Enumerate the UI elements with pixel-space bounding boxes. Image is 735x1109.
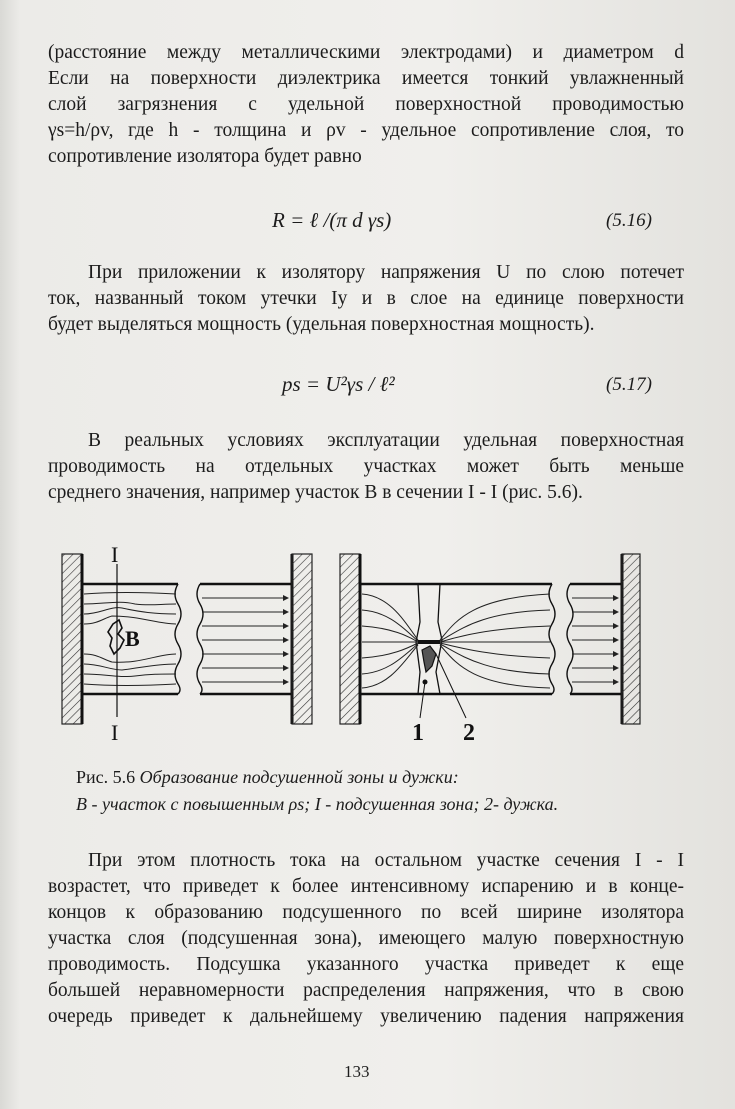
section-label-top: I [111, 542, 119, 567]
text-line: большей неравномерности распределения напряжения, что в свою [48, 980, 684, 1001]
text-line: проводимость. Подсушка указанного участка приведет к еще [48, 954, 684, 975]
figure-caption [76, 764, 676, 818]
left-electrode-hatch [340, 554, 360, 724]
caption-prefix: Рис. 5.6 [76, 767, 136, 787]
text-line: При приложении к изолятору напряжения U по слою потечет [88, 262, 684, 283]
zone-b-label: B [125, 626, 140, 651]
page-number: 133 [344, 1062, 370, 1081]
text-line: сопротивление изолятора будет равно [48, 146, 362, 167]
text-line: При этом плотность тока на остальном участке сечения I - I [88, 850, 684, 871]
text-line: В реальных условиях эксплуатации удельная поверхностная [88, 430, 684, 451]
text-line: Если на поверхности диэлектрика имеется тонкий увлажненный [48, 68, 684, 89]
paragraph-3 [48, 428, 684, 506]
right-panel-diagram [340, 554, 640, 742]
right-electrode-hatch [292, 554, 312, 724]
text-line: ток, названный током утечки Iy и в слое на единице поверхности [48, 288, 684, 309]
section-label-bottom: I [111, 720, 119, 742]
left-electrode-hatch [62, 554, 82, 724]
text-line: концов к образованию подсушенного по всей ширине изолятора [48, 902, 684, 923]
field-arrows-right [572, 598, 618, 682]
caption-line-1 [76, 764, 676, 791]
text-line: (расстояние между металлическими электродами) и диаметром d [48, 42, 684, 63]
label-1: 1 [412, 720, 424, 742]
formula-5-16: R = ℓ /(π d γs) [272, 208, 392, 232]
zone-b-outline [108, 620, 124, 654]
caption-title: Образование подсушенной зоны и дужки: [139, 767, 459, 787]
text-line: возрастет, что приведет к более интенсивному испарению и в конце- [48, 876, 684, 897]
label-2: 2 [463, 720, 475, 742]
field-lines-right [362, 594, 550, 688]
right-electrode-hatch [622, 554, 640, 724]
text-line: очередь приведет к дальнейшему увеличению падения напряжения [48, 1006, 684, 1027]
text-line: слой загрязнения с удельной поверхностной проводимостью [48, 94, 684, 115]
text-line: будет выделяться мощность (удельная поверхностная мощность). [48, 314, 595, 335]
text-line: среднего значения, например участок В в сечении I - I (рис. 5.6). [48, 482, 583, 503]
text-line: проводимость на отдельных участках может быть меньше [48, 456, 684, 477]
text-line: участка слоя (подсушенная зона), имеющего малую поверхностную [48, 928, 684, 949]
text-line: γs=h/ρv, где h - толщина и ρv - удельное сопротивление слоя, то [48, 120, 684, 141]
paragraph-1 [48, 40, 684, 170]
paragraph-4 [48, 848, 684, 1030]
caption-line-2 [76, 791, 676, 818]
figure-5-6 [0, 542, 735, 742]
equation-number: (5.17) [606, 374, 652, 395]
paragraph-2 [48, 260, 684, 338]
caption-legend: В - участок с повышенным ρs; I - подсушенная зона; 2- дужка. [76, 794, 559, 814]
dried-zone [416, 584, 442, 694]
left-panel-diagram [62, 542, 312, 742]
equation-number: (5.16) [606, 210, 652, 231]
formula-5-17: ps = U²γs / ℓ² [282, 372, 395, 396]
field-arrows-left [202, 598, 288, 682]
